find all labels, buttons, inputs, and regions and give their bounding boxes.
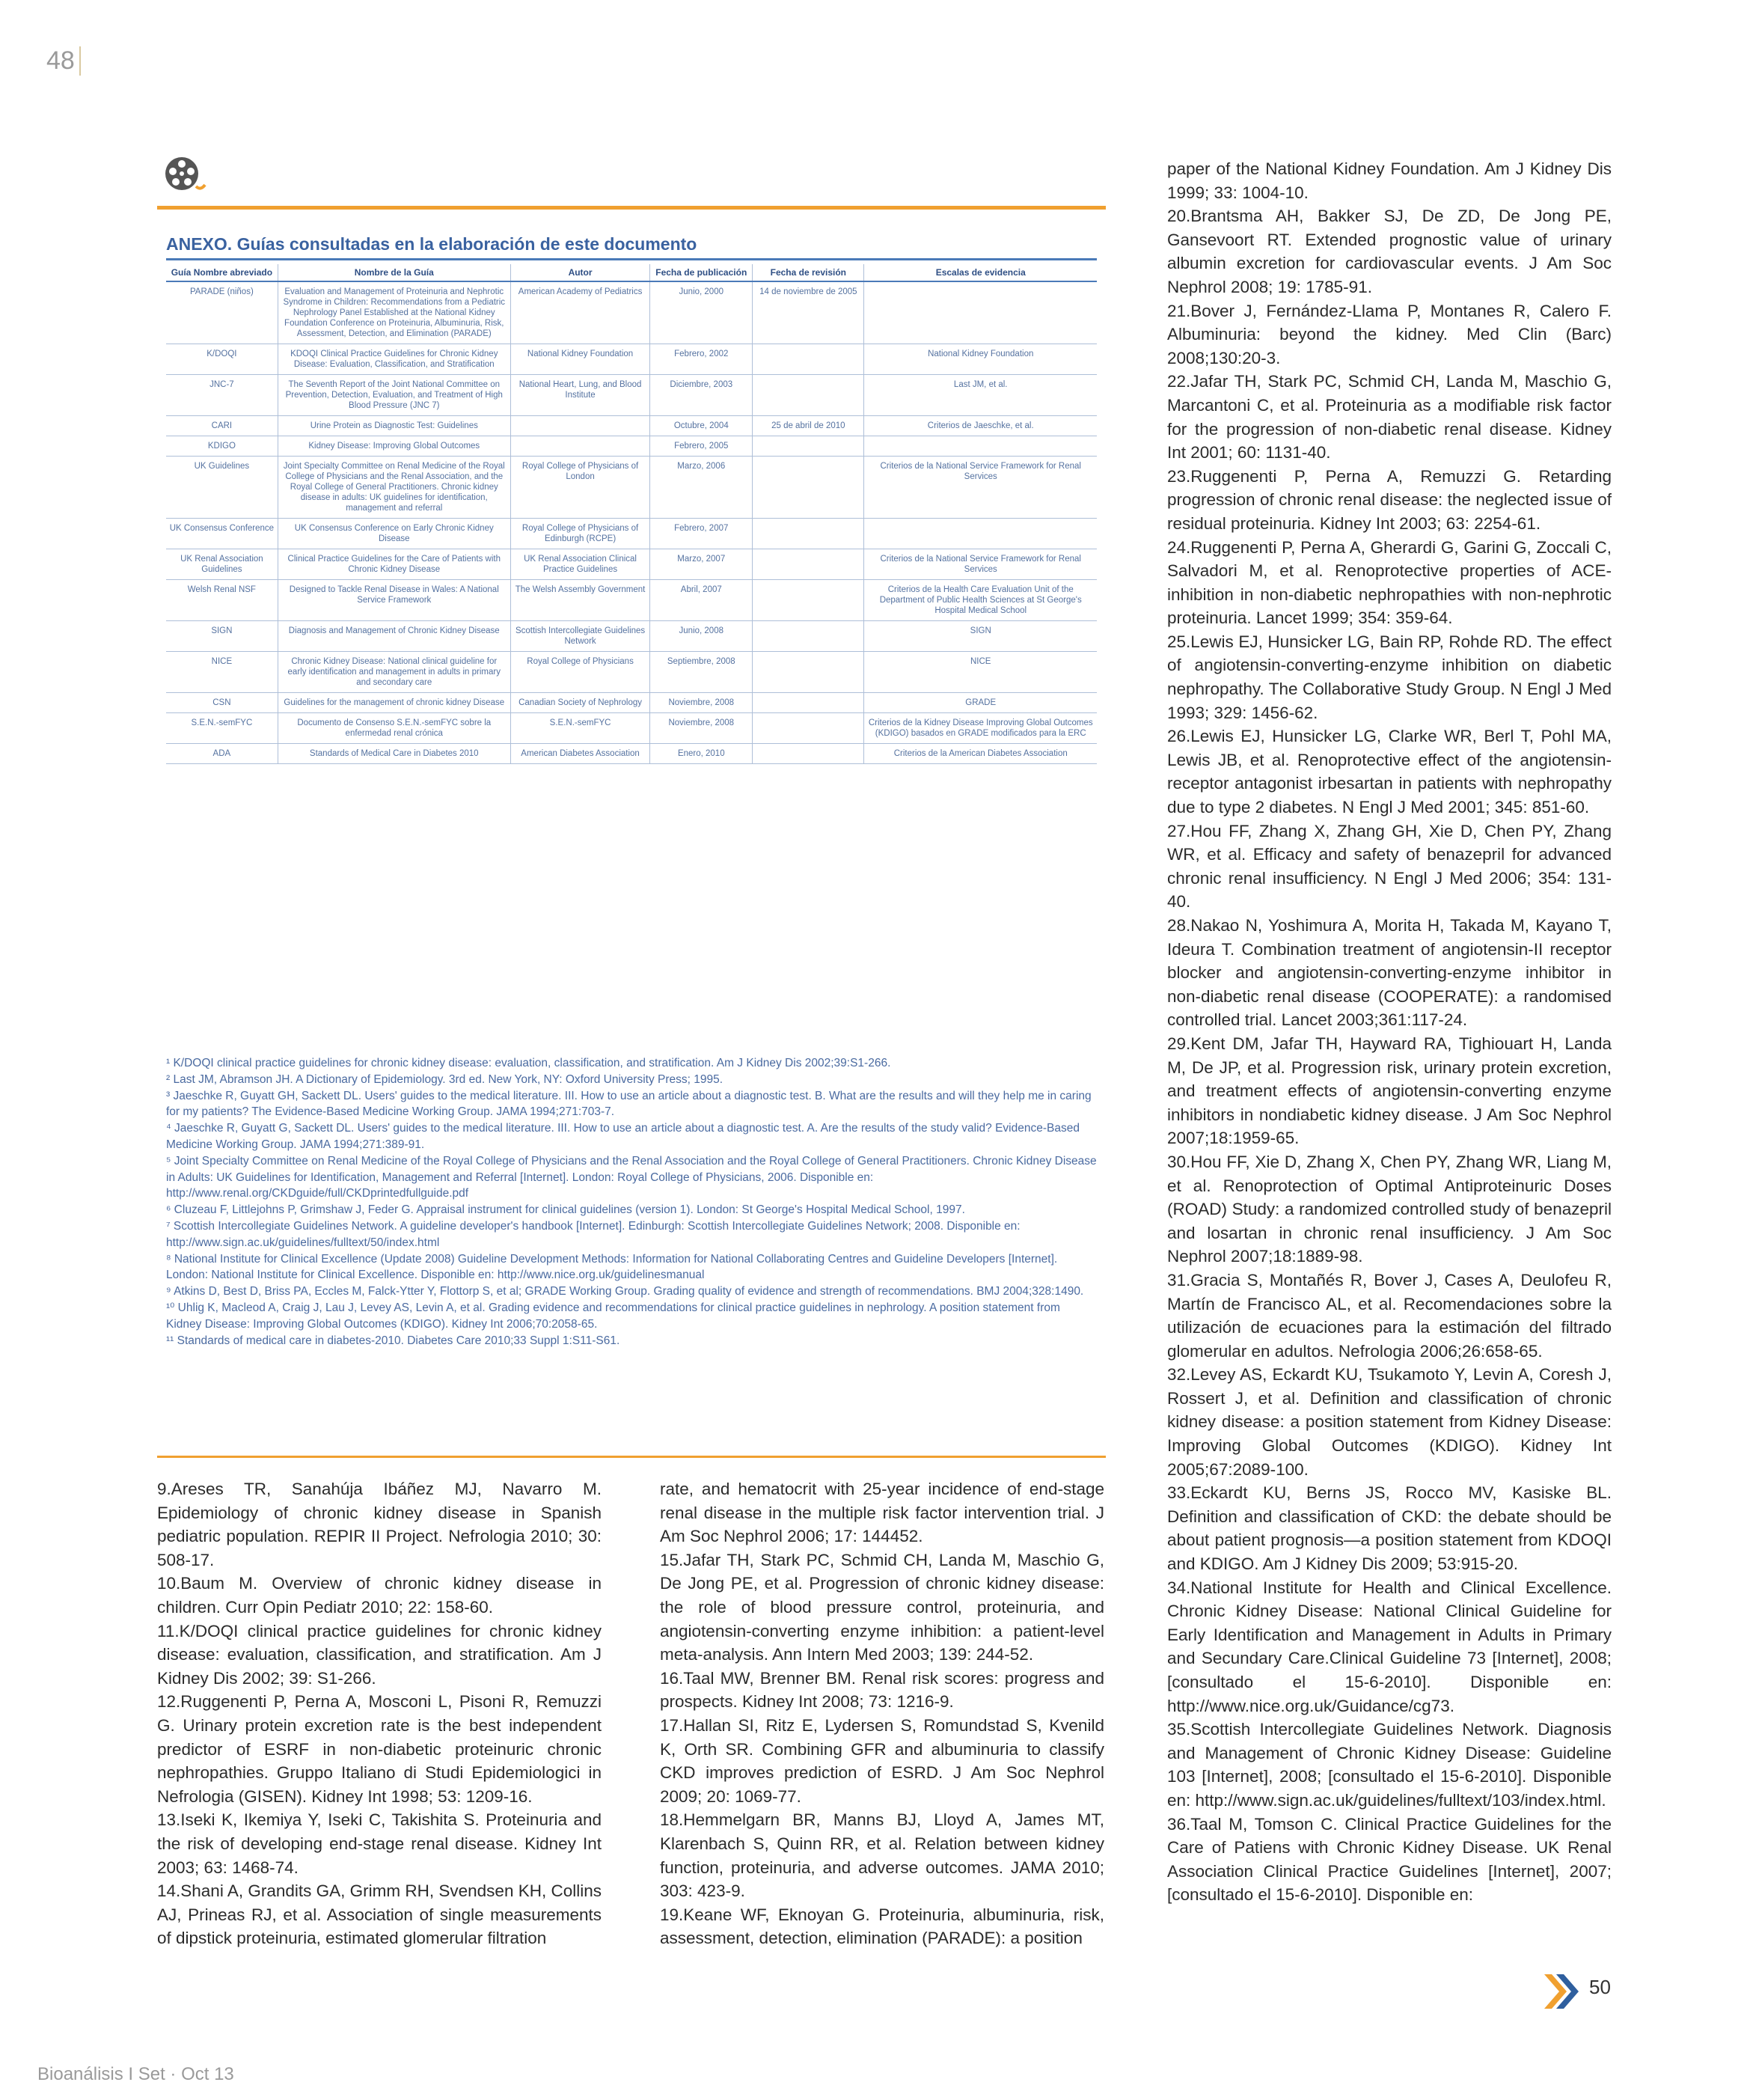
table-cell-author: Canadian Society of Nephrology xyxy=(510,693,650,713)
reference-entry: 14.Shani A, Grandits GA, Grimm RH, Svendsen KH, Collins AJ, Prineas RJ, et al. Association of single measurements of dipstick proteinuria, estimated glomerular filtration xyxy=(157,1881,602,1948)
table-cell-rev xyxy=(753,436,864,457)
table-cell-author xyxy=(510,416,650,436)
table-cell-pub: Abril, 2007 xyxy=(650,580,753,621)
reference-entry: 10.Baum M. Overview of chronic kidney disease in children. Curr Opin Pediatr 2010; 22: 158-60. xyxy=(157,1574,602,1617)
table-cell-pub: Noviembre, 2008 xyxy=(650,693,753,713)
table-cell-author: National Heart, Lung, and Blood Institute xyxy=(510,375,650,416)
table-row xyxy=(166,693,1097,713)
table-cell-pub: Junio, 2008 xyxy=(650,621,753,652)
table-cell-pub: Febrero, 2005 xyxy=(650,436,753,457)
table-cell-rev xyxy=(753,457,864,519)
reference-entry: 27.Hou FF, Zhang X, Zhang GH, Xie D, Chen PY, Zhang WR, et al. Efficacy and safety of benazepril for advanced chronic renal insufficiency. N Engl J Med 2006; 354: 131-40. xyxy=(1167,821,1612,912)
table-cell-abbr: SIGN xyxy=(166,621,278,652)
table-cell-rev: 25 de abril de 2010 xyxy=(753,416,864,436)
table-cell-name: UK Consensus Conference on Early Chronic Kidney Disease xyxy=(278,519,510,549)
table-cell-author: American Diabetes Association xyxy=(510,744,650,764)
table-cell-evidence xyxy=(864,281,1097,344)
table-cell-author: Royal College of Physicians of Edinburgh (RCPE) xyxy=(510,519,650,549)
col-header-evidence: Escalas de evidencia xyxy=(864,264,1097,281)
table-cell-author: National Kidney Foundation xyxy=(510,344,650,375)
table-cell-evidence xyxy=(864,436,1097,457)
table-cell-rev xyxy=(753,519,864,549)
annex-title-text: Guías consultadas en la elaboración de este documento xyxy=(232,234,697,254)
reference-entry: rate, and hematocrit with 25-year incidence of end-stage renal disease in the multiple risk factor intervention trial. J Am Soc Nephrol 2006; 17: 144452. xyxy=(660,1480,1104,1546)
table-cell-author: S.E.N.-semFYC xyxy=(510,713,650,744)
references-column-right xyxy=(1167,157,1612,1907)
reference-entry: 25.Lewis EJ, Hunsicker LG, Bain RP, Rohde RD. The effect of angiotensin-converting-enzyme inhibition on diabetic nephropathy. The Collaborative Study Group. N Engl J Med 1993; 329: 1456-62. xyxy=(1167,632,1612,722)
table-cell-evidence: Criterios de Jaeschke, et al. xyxy=(864,416,1097,436)
reference-entry: 15.Jafar TH, Stark PC, Schmid CH, Landa M, Maschio G, De Jong PE, et al. Progression of chronic kidney disease: the role of blood pressure control, proteinuria, and angiotensin-converting enzyme inhibition: a patient-level meta-analysis. Ann Intern Med 2003; 139: 244-52. xyxy=(660,1550,1104,1664)
reference-entry: 36.Taal M, Tomson C. Clinical Practice Guidelines for the Care of Patiens with Chronic Kidney Disease. UK Renal Association Clinical Practice Guidelines [Internet], 2007; [consultado el 15-6-2010]. Disponible en: xyxy=(1167,1814,1612,1905)
table-cell-author: Scottish Intercollegiate Guidelines Network xyxy=(510,621,650,652)
reference-entry: 11.K/DOQI clinical practice guidelines for chronic kidney disease: evaluation, classification, and stratification. Am J Kidney Dis 2002; 39: S1-266. xyxy=(157,1621,602,1688)
table-row xyxy=(166,281,1097,344)
table-cell-name: Kidney Disease: Improving Global Outcomes xyxy=(278,436,510,457)
table-cell-pub: Diciembre, 2003 xyxy=(650,375,753,416)
table-cell-evidence: National Kidney Foundation xyxy=(864,344,1097,375)
table-cell-evidence: Criterios de la National Service Framework for Renal Services xyxy=(864,549,1097,580)
references-column-middle xyxy=(660,1477,1104,1950)
reference-entry: 26.Lewis EJ, Hunsicker LG, Clarke WR, Berl T, Pohl MA, Lewis JB, et al. Renoprotective effect of the angiotensin-receptor antagonist irbesartan in patients with nephropathy due to type 2 diabetes. N Engl J Med 2001; 345: 851-60. xyxy=(1167,727,1612,817)
reference-entry: 28.Nakao N, Yoshimura A, Morita H, Takada M, Kayano T, Ideura T. Combination treatment of angiotensin-II receptor blocker and angiotensin-converting-enzyme inhibitor in non-diabetic renal disease (COOPERATE): a randomised controlled trial. Lancet 2003;361:117-24. xyxy=(1167,916,1612,1030)
table-cell-name: Clinical Practice Guidelines for the Care of Patients with Chronic Kidney Disease xyxy=(278,549,510,580)
table-cell-abbr: UK Renal Association Guidelines xyxy=(166,549,278,580)
reference-entry: 13.Iseki K, Ikemiya Y, Iseki C, Takishita S. Proteinuria and the risk of developing end-stage renal disease. Kidney Int 2003; 63: 1468-74. xyxy=(157,1810,602,1877)
footnote: ⁸ National Institute for Clinical Excellence (Update 2008) Guideline Development Methods: Information for National Collaborating Centres and Guideline Developers [Internet]. London: National Institute for Clinical Excellence. Disponible en: http://www.nice.org.uk/guidelinesmanual xyxy=(166,1252,1058,1282)
reference-entry: 23.Ruggenenti P, Perna A, Remuzzi G. Retarding progression of chronic renal disease: the neglected issue of residual proteinuria. Kidney Int 2003; 63: 2254-61. xyxy=(1167,466,1612,533)
page-footer: Bioanálisis I Set · Oct 13 xyxy=(37,2064,234,2084)
table-cell-abbr: UK Guidelines xyxy=(166,457,278,519)
table-cell-abbr: KDIGO xyxy=(166,436,278,457)
table-cell-evidence: GRADE xyxy=(864,693,1097,713)
col-header-author: Autor xyxy=(510,264,650,281)
table-cell-rev xyxy=(753,344,864,375)
table-cell-rev xyxy=(753,621,864,652)
table-cell-rev xyxy=(753,652,864,693)
table-cell-evidence: Criterios de la National Service Framework for Renal Services xyxy=(864,457,1097,519)
table-cell-evidence: SIGN xyxy=(864,621,1097,652)
table-cell-name: Joint Specialty Committee on Renal Medicine of the Royal College of Physicians and the Renal Association, and the Royal College of General Practitioners. Chronic kidney disease in adults: UK guidelines for identification, management and referral xyxy=(278,457,510,519)
annex-title-prefix: ANEXO. xyxy=(166,234,233,254)
annex-title xyxy=(166,234,697,254)
table-cell-pub: Marzo, 2007 xyxy=(650,549,753,580)
film-reel-icon xyxy=(162,153,206,198)
double-chevron-right-icon xyxy=(1543,1973,1580,2010)
footnote: ⁵ Joint Specialty Committee on Renal Medicine of the Royal College of Physicians and the Renal Association and the Royal College of General Practitioners. Chronic Kidney Disease in Adults: UK Guidelines for Identification, Management and Referral [Internet]. London: Royal College of Physicians, 2006. Disponible en: http://www.renal.org/CKDguide/full/CKDprintedfullguide.pdf xyxy=(166,1154,1097,1200)
table-cell-abbr: CARI xyxy=(166,416,278,436)
reference-entry: 29.Kent DM, Jafar TH, Hayward RA, Tighiouart H, Landa M, De JP, et al. Progression risk, urinary protein excretion, and treatment effects of angiotensin-converting enzyme inhibitors in nondiabetic kidney disease. J Am Soc Nephrol 2007;18:1959-65. xyxy=(1167,1034,1612,1148)
table-cell-rev xyxy=(753,549,864,580)
reference-entry: 19.Keane WF, Eknoyan G. Proteinuria, albuminuria, risk, assessment, detection, elimination (PARADE): a position xyxy=(660,1905,1104,1948)
table-cell-rev xyxy=(753,713,864,744)
reference-entry: 18.Hemmelgarn BR, Manns BJ, Lloyd A, James MT, Klarenbach S, Quinn RR, et al. Relation between kidney function, proteinuria, and adverse outcomes. JAMA 2010; 303: 423-9. xyxy=(660,1810,1104,1901)
footnote: ⁶ Cluzeau F, Littlejohns P, Grimshaw J, Feder G. Appraisal instrument for clinical guidelines (version 1). London: St George's Hospital Medical School, 1997. xyxy=(166,1203,965,1217)
table-cell-rev xyxy=(753,744,864,764)
reference-entry: paper of the National Kidney Foundation. Am J Kidney Dis 1999; 33: 1004-10. xyxy=(1167,159,1612,202)
col-header-rev-date: Fecha de revisión xyxy=(753,264,864,281)
reference-entry: 35.Scottish Intercollegiate Guidelines Network. Diagnosis and Management of Chronic Kidney Disease: Guideline 103 [Internet], 2008; [consultado el 15-6-2010]. Disponible en: http://www.sign.ac.uk/guidelines/fulltext/103/index.html. xyxy=(1167,1720,1612,1810)
table-cell-author: UK Renal Association Clinical Practice Guidelines xyxy=(510,549,650,580)
table-cell-pub: Enero, 2010 xyxy=(650,744,753,764)
col-header-abbr: Guía Nombre abreviado xyxy=(166,264,278,281)
table-cell-pub: Febrero, 2002 xyxy=(650,344,753,375)
footnote: ⁷ Scottish Intercollegiate Guidelines Network. A guideline developer's handbook [Internet]. Edinburgh: Scottish Intercollegiate Guidelines Network; 2008. Disponible en: http://www.sign.ac.uk/guidelines/fulltext/50/index.html xyxy=(166,1219,1021,1249)
table-cell-evidence xyxy=(864,519,1097,549)
references-column-left xyxy=(157,1477,602,1950)
footnote: ³ Jaeschke R, Guyatt GH, Sackett DL. Users' guides to the medical literature. III. How to use an article about a diagnostic test. B. What are the results and will they help me in caring for my patients? The Evidence-Based Medicine Working Group. JAMA 1994;271:703-7. xyxy=(166,1089,1092,1119)
table-cell-name: Chronic Kidney Disease: National clinical guideline for early identification and management in adults in primary and secondary care xyxy=(278,652,510,693)
table-cell-pub: Septiembre, 2008 xyxy=(650,652,753,693)
footnote: ² Last JM, Abramson JH. A Dictionary of Epidemiology. 3rd ed. New York, NY: Oxford University Press; 1995. xyxy=(166,1072,723,1086)
table-cell-abbr: CSN xyxy=(166,693,278,713)
table-row xyxy=(166,436,1097,457)
table-row xyxy=(166,375,1097,416)
table-cell-abbr: PARADE (niños) xyxy=(166,281,278,344)
table-row xyxy=(166,744,1097,764)
col-header-pub-date: Fecha de publicación xyxy=(650,264,753,281)
table-cell-rev xyxy=(753,693,864,713)
table-row xyxy=(166,519,1097,549)
reference-entry: 12.Ruggenenti P, Perna A, Mosconi L, Pisoni R, Remuzzi G. Urinary protein excretion rate is the best independent predictor of ESRF in non-diabetic proteinuric chronic nephropathies. Gruppo Italiano di Studi Epidemiologici in Nefrologia (GISEN). Kidney Int 1998; 53: 1209-16. xyxy=(157,1692,602,1806)
table-cell-evidence: Criterios de la Health Care Evaluation Unit of the Department of Public Health Sciences at St George's Hospital Medical School xyxy=(864,580,1097,621)
footnote: ⁹ Atkins D, Best D, Briss PA, Eccles M, Falck-Ytter Y, Flottorp S, et al; GRADE Working Group. Grading quality of evidence and strength of recommendations. BMJ 2004;328:1490. xyxy=(166,1285,1084,1298)
table-cell-abbr: ADA xyxy=(166,744,278,764)
annex-figure xyxy=(157,153,1106,1463)
table-cell-abbr: S.E.N.-semFYC xyxy=(166,713,278,744)
table-cell-evidence: Criterios de la Kidney Disease Improving Global Outcomes (KDIGO) basados en GRADE modificados para la ERC xyxy=(864,713,1097,744)
reference-entry: 31.Gracia S, Montañés R, Bover J, Cases A, Deulofeu R, Martín de Francisco AL, et al. Recomendaciones sobre la utilización de ecuaciones para la estimación del filtrado glomerular en adultos. Nefrologia 2006;26:658-65. xyxy=(1167,1270,1612,1361)
reference-entry: 33.Eckardt KU, Berns JS, Rocco MV, Kasiske BL. Definition and classification of CKD: the debate should be about patient prognosis—a position statement from KDOQI and KDIGO. Am J Kidney Dis 2009; 53:915-20. xyxy=(1167,1483,1612,1574)
table-cell-rev: 14 de noviembre de 2005 xyxy=(753,281,864,344)
table-row xyxy=(166,549,1097,580)
table-cell-pub: Junio, 2000 xyxy=(650,281,753,344)
table-cell-name: Diagnosis and Management of Chronic Kidney Disease xyxy=(278,621,510,652)
table-cell-evidence: Criterios de la American Diabetes Association xyxy=(864,744,1097,764)
table-cell-rev xyxy=(753,375,864,416)
table-cell-name: The Seventh Report of the Joint National Committee on Prevention, Detection, Evaluation, and Treatment of High Blood Pressure (JNC 7) xyxy=(278,375,510,416)
table-cell-pub: Febrero, 2007 xyxy=(650,519,753,549)
reference-entry: 16.Taal MW, Brenner BM. Renal risk scores: progress and prospects. Kidney Int 2008; 73: 1216-9. xyxy=(660,1668,1104,1712)
table-cell-author: Royal College of Physicians xyxy=(510,652,650,693)
table-row xyxy=(166,713,1097,744)
table-row xyxy=(166,416,1097,436)
table-cell-name: Urine Protein as Diagnostic Test: Guidelines xyxy=(278,416,510,436)
reference-entry: 22.Jafar TH, Stark PC, Schmid CH, Landa M, Maschio G, Marcantoni C, et al. Proteinuria as a modifiable risk factor for the progression of non-diabetic renal disease. Kidney Int 2001; 60: 1131-40. xyxy=(1167,372,1612,463)
reference-entry: 24.Ruggenenti P, Perna A, Gherardi G, Garini G, Zoccali C, Salvadori M, et al. Renoprotective properties of ACE-inhibition in non-diabetic nephropathies with non-nephrotic proteinuria. Lancet 1999; 354: 359-64. xyxy=(1167,537,1612,628)
annex-footnotes xyxy=(166,1055,1097,1349)
table-cell-pub: Noviembre, 2008 xyxy=(650,713,753,744)
table-row xyxy=(166,344,1097,375)
table-cell-abbr: NICE xyxy=(166,652,278,693)
footnote: ¹ K/DOQI clinical practice guidelines for chronic kidney disease: evaluation, classification, and stratification. Am J Kidney Dis 2002;39:S1-266. xyxy=(166,1057,891,1069)
table-cell-name: Evaluation and Management of Proteinuria and Nephrotic Syndrome in Children: Recommendations from a Pediatric Nephrology Panel Established at the National Kidney Foundation Conference on Proteinuria, Albuminuria, Risk, Assessment, Detection, and Elimination (PARADE) xyxy=(278,281,510,344)
table-cell-author: The Welsh Assembly Government xyxy=(510,580,650,621)
table-cell-author: American Academy of Pediatrics xyxy=(510,281,650,344)
bottom-orange-rule xyxy=(157,1456,1106,1458)
table-cell-name: Standards of Medical Care in Diabetes 2010 xyxy=(278,744,510,764)
table-cell-abbr: UK Consensus Conference xyxy=(166,519,278,549)
footnote: ¹⁰ Uhlig K, Macleod A, Craig J, Lau J, Levey AS, Levin A, et al. Grading evidence and recommendations for clinical practice guidelines in nephrology. A position statement from Kidney Disease: Improving Global Outcomes (KDIGO). Kidney Int 2006;70:2058-65. xyxy=(166,1301,1060,1331)
table-cell-evidence: Last JM, et al. xyxy=(864,375,1097,416)
guides-table xyxy=(166,264,1097,764)
table-cell-pub: Octubre, 2004 xyxy=(650,416,753,436)
footnote: ¹¹ Standards of medical care in diabetes-2010. Diabetes Care 2010;33 Suppl 1:S11-S61. xyxy=(166,1334,620,1347)
table-cell-abbr: JNC-7 xyxy=(166,375,278,416)
table-cell-name: KDOQI Clinical Practice Guidelines for Chronic Kidney Disease: Evaluation, Classification, and Stratification xyxy=(278,344,510,375)
table-row xyxy=(166,457,1097,519)
reference-entry: 20.Brantsma AH, Bakker SJ, De ZD, De Jong PE, Gansevoort RT. Extended prognostic value of urinary albumin excretion for cardiovascular events. J Am Soc Nephrol 2008; 19: 1785-91. xyxy=(1167,207,1612,296)
page-number-bottom: 50 xyxy=(1589,1976,1611,1998)
table-cell-abbr: K/DOQI xyxy=(166,344,278,375)
table-cell-rev xyxy=(753,580,864,621)
top-orange-rule xyxy=(157,206,1106,210)
table-cell-name: Designed to Tackle Renal Disease in Wales: A National Service Framework xyxy=(278,580,510,621)
table-cell-name: Documento de Consenso S.E.N.-semFYC sobre la enfermedad renal crónica xyxy=(278,713,510,744)
reference-entry: 34.National Institute for Health and Clinical Excellence. Chronic Kidney Disease: National Clinical Guideline for Early Identification and Management in Adults in Primary and Secundary Care.Clinical Guideline 73 [Internet], 2008; [consultado el 15-6-2010]. Disponible en: http://www.nice.org.uk/Guidance/cg73. xyxy=(1167,1578,1612,1715)
table-cell-pub: Marzo, 2006 xyxy=(650,457,753,519)
table-cell-author: Royal College of Physicians of London xyxy=(510,457,650,519)
page-number-top: 48 xyxy=(46,46,81,76)
annex-title-rule xyxy=(166,258,1097,260)
col-header-name: Nombre de la Guía xyxy=(278,264,510,281)
reference-entry: 30.Hou FF, Xie D, Zhang X, Chen PY, Zhang WR, Liang M, et al. Renoprotection of Optimal Antiproteinuric Doses (ROAD) Study: a randomized controlled study of benazepril and losartan in chronic renal insufficiency. J Am Soc Nephrol 2007;18:1889-98. xyxy=(1167,1152,1612,1266)
table-cell-author xyxy=(510,436,650,457)
footnote: ⁴ Jaeschke R, Guyatt G, Sackett DL. Users' guides to the medical literature. III. How to use an article about a diagnostic test. A. Are the results of the study valid? Evidence-Based Medicine Working Group. JAMA 1994;271:389-91. xyxy=(166,1122,1080,1151)
reference-entry: 17.Hallan SI, Ritz E, Lydersen S, Romundstad S, Kvenild K, Orth SR. Combining GFR and albuminuria to classify CKD improves prediction of ESRD. J Am Soc Nephrol 2009; 20: 1069-77. xyxy=(660,1715,1104,1806)
table-row xyxy=(166,621,1097,652)
guides-table-header xyxy=(166,264,1097,281)
reference-entry: 21.Bover J, Fernández-Llama P, Montanes R, Calero F. Albuminuria: beyond the kidney. Med Clin (Barc) 2008;130:20-3. xyxy=(1167,301,1612,367)
table-row xyxy=(166,580,1097,621)
table-cell-abbr: Welsh Renal NSF xyxy=(166,580,278,621)
table-row xyxy=(166,652,1097,693)
table-cell-evidence: NICE xyxy=(864,652,1097,693)
reference-entry: 9.Areses TR, Sanahúja Ibáñez MJ, Navarro M. Epidemiology of chronic kidney disease in Spanish pediatric population. REPIR II Project. Nefrologia 2010; 30: 508-17. xyxy=(157,1480,602,1569)
reference-entry: 32.Levey AS, Eckardt KU, Tsukamoto Y, Levin A, Coresh J, Rossert J, et al. Definition and classification of chronic kidney disease: a position statement from Kidney Disease: Improving Global Outcomes (KDIGO). Kidney Int 2005;67:2089-100. xyxy=(1167,1365,1612,1479)
table-cell-name: Guidelines for the management of chronic kidney Disease xyxy=(278,693,510,713)
